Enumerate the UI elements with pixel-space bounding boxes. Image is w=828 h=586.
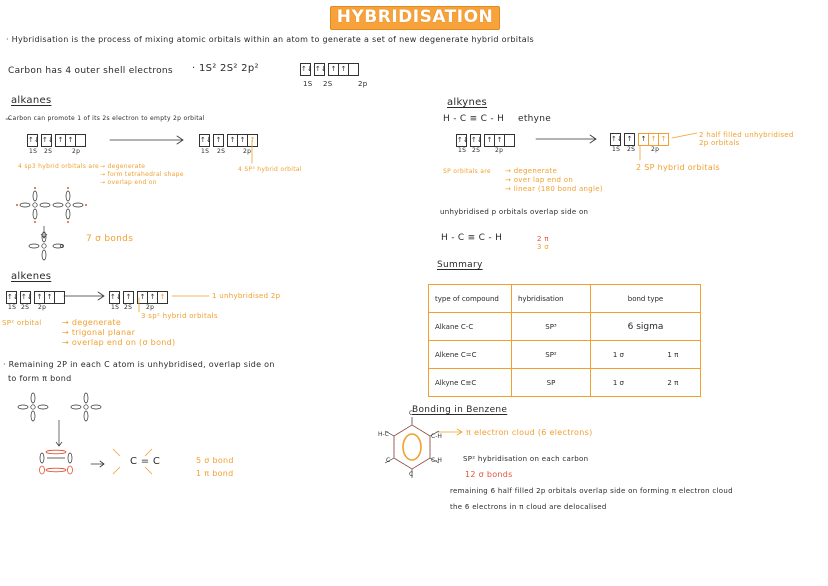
alkenes-right-label-1s: 1S [111,304,120,311]
alkenes-orbital-list-label: SP² orbital [2,319,42,327]
alkenes-list-item: → overlap end on (σ bond) [62,338,176,347]
benzene-delocalised: the 6 electrons in π cloud are delocalised [450,503,607,511]
alkenes-list-item: → degenerate [62,318,122,327]
alkanes-boxes-right: ↑↓ ↑ ↑ ↑ ↑ [199,134,258,147]
alkynes-sp-note: 2 SP hybrid orbitals [636,163,721,172]
alkanes-boxes-left: ↑↓ ↑↓ ↑ ↑ [27,134,86,147]
alkynes-formula: H - C ≡ C - H [443,114,505,124]
page-title: HYBRIDISATION [330,6,500,30]
table-cell: 1 σ [591,341,646,369]
summary-heading: Summary [437,260,483,270]
alkene-orbital-sketch [18,393,101,463]
alkynes-right-label-2p: 2p [651,146,660,153]
alkenes-left-label-2s: 2S [21,304,30,311]
ethene-formula: C = C [130,456,161,467]
alkynes-boxes-right: ↑↓ ↑ ↑ ↑ ↑ [610,133,669,146]
alkanes-right-label-2p: 2p [243,148,252,155]
alkynes-list-item: → degenerate [505,167,558,175]
benzene-sp2-each: SP² hybridisation on each carbon [463,455,589,463]
alkanes-left-label-2s: 2S [44,148,53,155]
benzene-atom-label: H-C [378,431,389,438]
table-cell: 1 π [646,341,701,369]
alkanes-promote-text: Carbon can promote 1 of its 2s electron to empty 2p orbital [8,115,205,122]
alkenes-list-item: → trigonal planar [62,328,136,337]
benzene-atom-label: C-H [431,433,442,440]
alkenes-left-label-2p: 2p [38,304,47,311]
alkynes-formula-2: H - C ≡ C - H [441,233,503,243]
alkanes-left-label-2p: 2p [72,148,81,155]
alkanes-orbital-list-label: 4 sp3 hybrid orbitals are [18,163,99,170]
alkynes-unhybridised: 2 half filled unhybridised 2p orbitals [699,131,794,147]
carbon-label-2p: 2p [358,80,368,88]
alkanes-sp3-note: 4 SP³ hybrid orbital [238,166,302,173]
promote-arrow-icon [110,136,183,144]
alkenes-arrow-icon [64,292,104,300]
benzene-atom-label: C [409,471,414,478]
alkanes-left-label-1s: 1S [29,148,38,155]
intro-text: · Hybridisation is the process of mixing atomic orbitals within an atom to generate a set of new degenerate hybrid orbitals [6,35,534,44]
benzene-heading: Bonding in Benzene [412,405,508,415]
alkynes-unhybridised-connector [672,133,697,138]
alkynes-list-item: → linear (180 bond angle) [505,185,603,193]
benzene-sigma-bonds [394,425,430,469]
table-cell: SP² [512,341,591,369]
table-cell: SP [512,369,591,397]
benzene-atom-label: C-H [431,457,442,464]
alkenes-boxes-left: ↑↓ ↑↓ ↑ ↑ [6,291,65,304]
alkenes-boxes-right: ↑↓ ↑ ↑ ↑ ↑ [109,291,168,304]
alkanes-list-item: → degenerate [100,163,146,170]
carbon-label-1s: 1S [303,80,313,88]
alkynes-right-label-2s: 2S [627,146,636,153]
alkynes-boxes-left: ↑↓ ↑↓ ↑ ↑ [456,134,515,147]
alkenes-remaining-1: · Remaining 2P in each C atom is unhybridised, overlap side on [3,360,275,369]
ethene-h-lines [113,449,152,474]
alkynes-name: ethyne [518,114,552,124]
benzene-remaining: remaining 6 half filled 2p orbitals overlap side on forming π electron cloud [450,487,733,495]
alkenes-right-label-2p: 2p [146,304,155,311]
carbon-orbital-boxes: ↑↓ ↑↓ ↑ ↑ [300,63,359,76]
alkanes-heading: alkanes [11,95,52,106]
carbon-config: · 1S² 2S² 2p² [192,63,259,74]
carbon-label-2s: 2S [323,80,333,88]
alkynes-side-on: unhybridised p orbitals overlap side on [440,208,589,216]
benzene-atom-label: C [386,457,391,464]
table-cell: Alkane C-C [429,313,512,341]
alkenes-left-label-1s: 1S [8,304,17,311]
alkanes-list-item: → overlap end on [100,179,157,186]
alkanes-right-label-2s: 2S [217,148,226,155]
alkenes-sigma-bonds: 5 σ bond [196,456,234,465]
benzene-sigma: 12 σ bonds [465,470,513,479]
alkynes-sigma-bonds: 3 σ [537,243,550,251]
carbon-text: Carbon has 4 outer shell electrons [8,66,173,76]
table-header-cell: bond type [591,285,701,313]
alkenes-sp2-note: 3 sp² hybrid orbitals [141,312,218,320]
alkane-h-atoms [16,187,87,223]
alkanes-bonds: 7 σ bonds [86,234,134,244]
alkene-pi-overlap [40,450,73,474]
alkenes-right-label-2s: 2S [124,304,133,311]
table-cell: 1 σ [591,369,646,397]
alkane-orbital-sketch [20,191,83,260]
alkanes-right-label-1s: 1S [201,148,210,155]
benzene-pi-cloud-ring [403,434,421,460]
table-cell: 2 π [646,369,701,397]
table-cell: SP³ [512,313,591,341]
alkynes-orbital-list-label: SP orbitals are [443,168,491,175]
benzene-pi-cloud: π electron cloud (6 electrons) [466,428,593,437]
alkenes-unhybridised: 1 unhybridised 2p [212,292,281,300]
alkynes-left-label-2s: 2S [472,147,481,154]
table-header-cell: hybridisation [512,285,591,313]
alkynes-arrow-icon [536,135,596,143]
table-cell: 6 sigma [591,313,701,341]
alkynes-left-label-2p: 2p [495,147,504,154]
alkenes-heading: alkenes [11,271,52,282]
table-cell: Alkyne C≡C [429,369,512,397]
ethene-arrow-icon [91,461,104,467]
alkynes-list-item: → over lap end on [505,176,574,184]
alkynes-pi-bonds: 2 π [537,235,549,243]
alkynes-heading: alkynes [447,97,488,108]
alkanes-list-item: → form tetrahedral shape [100,171,184,178]
table-cell: Alkene C=C [429,341,512,369]
benzene-atom-label: C [409,410,414,417]
alkynes-left-label-1s: 1S [458,147,467,154]
alkenes-pi-bonds: 1 π bond [196,469,234,478]
table-header-cell: type of compound [429,285,512,313]
alkenes-remaining-2: to form π bond [8,374,72,383]
alkynes-right-label-1s: 1S [612,146,621,153]
